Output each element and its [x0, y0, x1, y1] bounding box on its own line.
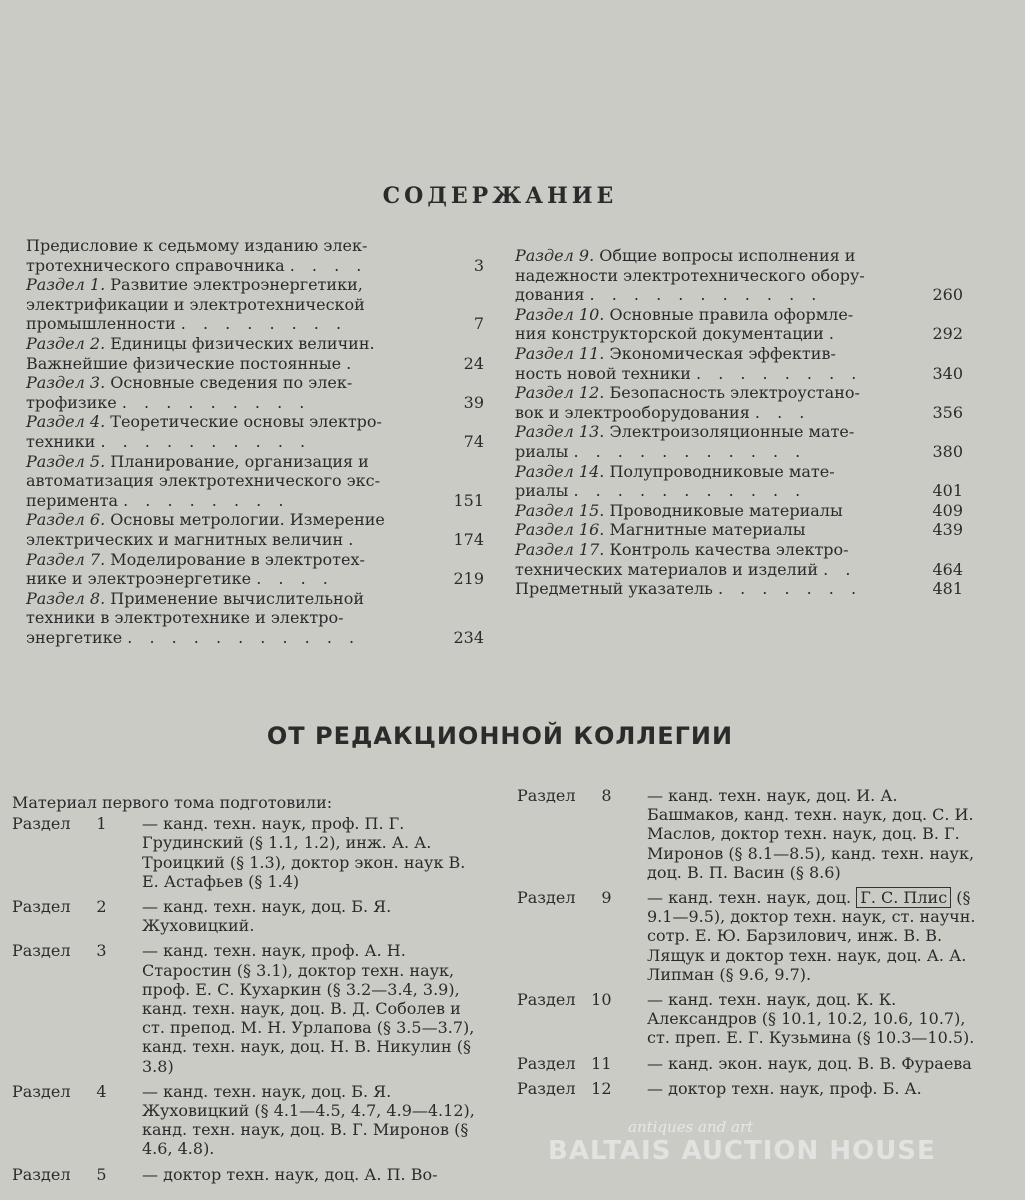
- toc-entry: Раздел 17. Контроль качества электро- технических материалов и изделий . . 464: [515, 539, 963, 579]
- toc-page-number: 219: [453, 569, 484, 589]
- toc-entry: Раздел 14. Полупроводниковые мате- риалы . . . . . . . . . . . 401: [515, 461, 963, 501]
- toc-entry: Раздел 9. Общие вопросы исполнения и надежности электротехнического обору- дования . . . . . . . . . . . 260: [515, 246, 963, 305]
- toc-right-column: [515, 246, 963, 599]
- toc-entry: Предисловие к седьмому изданию элек- тротехнического справочника . . . . 3: [26, 236, 484, 275]
- toc-page-number: 380: [932, 441, 963, 461]
- toc-page-number: 7: [473, 314, 484, 334]
- contents-heading: СОДЕРЖАНИЕ: [382, 183, 618, 209]
- toc-entry: Раздел 12. Безопасность электроустано- вок и электрооборудования . . . 356: [515, 383, 963, 422]
- toc-page-number: 439: [932, 520, 963, 540]
- editorial-entry: Раздел 3 — канд. техн. наук, проф. А. Н. Старостин (§ 3.1), доктор техн. наук, проф. Е. С. Кухаркин (§ 3.2—3.4, 3.9), канд. техн. наук, доц. В. Д. Соболев и ст. препод. М. Н. Урлапова (§ 3.5—3.7), канд. техн. наук, доц. Н. В. Никулин (§ 3.8): [12, 941, 475, 1076]
- toc-entry: Раздел 4. Теоретические основы электро- техники . . . . . . . . . . 74: [26, 412, 484, 451]
- toc-page-number: 3: [473, 255, 484, 275]
- toc-page-number: 174: [453, 529, 484, 549]
- toc-page-number: 292: [932, 324, 963, 344]
- editorial-intro: Материал первого тома подготовили:: [12, 793, 333, 812]
- toc-page-number: 340: [932, 363, 963, 383]
- editorial-entry: Раздел 2 — канд. техн. наук, доц. Б. Я. Жуховицкий.: [12, 897, 392, 936]
- watermark-subtitle: antiques and art: [628, 1118, 754, 1136]
- toc-left-column: [26, 236, 484, 647]
- toc-page-number: 24: [463, 353, 484, 373]
- editorial-heading: ОТ РЕДАКЦИОННОЙ КОЛЛЕГИИ: [266, 722, 734, 750]
- editorial-entry: Раздел 5 — доктор техн. наук, доц. А. П. Во-: [12, 1164, 438, 1184]
- toc-entry: Раздел 16. Магнитные материалы 439: [515, 520, 963, 540]
- toc-entry: Раздел 1. Развитие электроэнергетики, электрификации и электротехнической промышленности . . . . . . . . 7: [26, 275, 484, 334]
- editorial-left-column: [12, 793, 487, 1190]
- editorial-entry: Раздел 8 — канд. техн. наук, доц. И. А. Башмаков, канд. техн. наук, доц. С. И. Маслов, доктор техн. наук, доц. В. Г. Миронов (§ 8.1—8.5), канд. техн. наук, доц. В. П. Васин (§ 8.6): [517, 786, 975, 882]
- toc-page-number: 74: [463, 431, 484, 451]
- watermark-title: BALTAIS AUCTION HOUSE: [548, 1136, 936, 1166]
- editorial-entry: Раздел 9 — канд. техн. наук, доц. Г. С. Плис (§ 9.1—9.5), доктор техн. наук, ст. научн. сотр. Е. Ю. Барзилович, инж. В. В. Лящук и доктор техн. наук, доц. А. А. Липман (§ 9.6, 9.7).: [517, 888, 976, 984]
- toc-page-number: 481: [932, 579, 963, 599]
- toc-page-number: 39: [463, 392, 484, 412]
- toc-page-number: 151: [453, 490, 484, 510]
- editorial-entry: Раздел 1 — канд. техн. наук, проф. П. Г. Грудинский (§ 1.1, 1.2), инж. А. А. Троицкий (§ 1.3), доктор экон. наук В. Е. Астафьев (§ 1.4): [12, 814, 466, 891]
- toc-entry: Раздел 11. Экономическая эффектив- ность новой техники . . . . . . . . 340: [515, 343, 963, 383]
- toc-page-number: 464: [932, 559, 963, 579]
- toc-entry: Раздел 6. Основы метрологии. Измерение электрических и магнитных величин . 174: [26, 510, 484, 549]
- toc-entry: Предметный указатель . . . . . . . 481: [515, 579, 963, 599]
- toc-entry: Раздел 2. Единицы физических величин. Важнейшие физические постоянные . 24: [26, 333, 484, 373]
- toc-entry: Раздел 3. Основные сведения по элек- трофизике . . . . . . . . . 39: [26, 373, 484, 412]
- toc-page-number: 356: [932, 402, 963, 422]
- editorial-entry: Раздел 4 — канд. техн. наук, доц. Б. Я. Жуховицкий (§ 4.1—4.5, 4.7, 4.9—4.12), канд. техн. наук, доц. В. Г. Миронов (§ 4.6, 4.8).: [12, 1081, 475, 1159]
- toc-entry: Раздел 7. Моделирование в электротех- нике и электроэнергетике . . . . 219: [26, 549, 484, 589]
- toc-page-number: 234: [453, 627, 484, 647]
- watermark: [548, 1118, 968, 1178]
- toc-entry: Раздел 5. Планирование, организация и автоматизация электротехнического экс- перимента . . . . . . . . 151: [26, 451, 484, 510]
- boxed-name: Г. С. Плис: [856, 887, 951, 908]
- toc-entry: Раздел 13. Электроизоляционные мате- риалы . . . . . . . . . . . 380: [515, 422, 963, 461]
- toc-page-number: 260: [932, 285, 963, 305]
- editorial-right-column: [517, 786, 977, 1104]
- toc-entry: Раздел 10. Основные правила оформле- ния конструкторской документации . 292: [515, 304, 963, 344]
- editorial-entry: Раздел 10 — канд. техн. наук, доц. К. К. Александров (§ 10.1, 10.2, 10.6, 10.7), ст. преп. Е. Г. Кузьмина (§ 10.3—10.5).: [517, 990, 975, 1048]
- editorial-entry: Раздел 12 — доктор техн. наук, проф. Б. А.: [517, 1078, 922, 1098]
- toc-page-number: 409: [932, 500, 963, 520]
- toc-entry: Раздел 8. Применение вычислительной техники в электротехнике и электро- энергетике . . . . . . . . . . . 234: [26, 588, 484, 647]
- toc-entry: Раздел 15. Проводниковые материалы 409: [515, 500, 963, 520]
- editorial-entry: Раздел 11 — канд. экон. наук, доц. В. В. Фураева: [517, 1053, 972, 1073]
- toc-page-number: 401: [932, 481, 963, 501]
